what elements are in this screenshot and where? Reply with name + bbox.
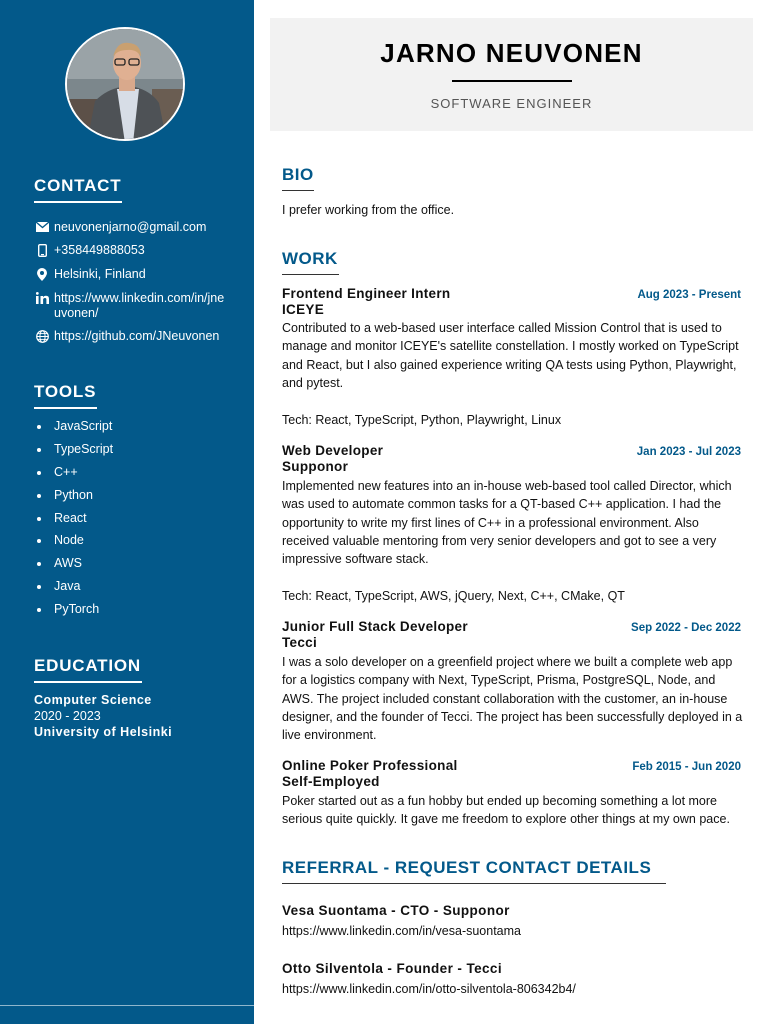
contact-location-text: Helsinki, Finland bbox=[54, 267, 146, 281]
sidebar bbox=[0, 0, 254, 1024]
job-title: Frontend Engineer Intern bbox=[282, 286, 451, 301]
referral-link[interactable]: https://www.linkedin.com/in/otto-silventola-806342b4/ bbox=[282, 982, 576, 996]
tools-title: TOOLS bbox=[34, 382, 97, 401]
list-item: Java bbox=[34, 579, 113, 602]
education-degree: Computer Science bbox=[34, 693, 152, 707]
list-item: PyTorch bbox=[34, 602, 113, 625]
header-divider bbox=[452, 80, 572, 82]
referral-link[interactable]: https://www.linkedin.com/in/vesa-suontama bbox=[282, 924, 521, 938]
job-tech: Tech: React, TypeScript, AWS, jQuery, Next, C++, CMake, QT bbox=[282, 589, 625, 603]
page-title: JARNO NEUVONEN bbox=[380, 38, 643, 68]
contact-title-rule bbox=[34, 201, 122, 203]
tools-list bbox=[34, 419, 113, 625]
referral-name: Vesa Suontama - CTO - Supponor bbox=[282, 903, 510, 918]
work-title-rule bbox=[282, 274, 339, 275]
job-tech: Tech: React, TypeScript, Python, Playwright, Linux bbox=[282, 413, 562, 427]
list-item: Python bbox=[34, 488, 113, 511]
list-item: C++ bbox=[34, 465, 113, 488]
tools-title-rule bbox=[34, 407, 97, 409]
profile-photo bbox=[67, 29, 185, 141]
education-years: 2020 - 2023 bbox=[34, 709, 101, 723]
bio-text: I prefer working from the office. bbox=[282, 203, 455, 217]
email-icon bbox=[34, 220, 50, 234]
phone-icon bbox=[34, 243, 50, 257]
job-description: I was a solo developer on a greenfield project where we built a complete web app for a logistics company with Next, TypeScript, Prisma, PostgreSQL, Node, and AWS. The project included constant collaboration with the customer, an in-house designer, and the founder of Tecci. The project has been successfully deployed in a live environment. bbox=[282, 655, 743, 743]
job-date: Aug 2023 - Present bbox=[637, 289, 741, 301]
contact-title: CONTACT bbox=[34, 176, 122, 195]
bio-title: BIO bbox=[282, 165, 314, 184]
contact-linkedin[interactable] bbox=[34, 291, 234, 321]
job-description: Poker started out as a fun hobby but ended up becoming something a lot more serious quite quickly. It gave me freedom to explore other things at my own pace. bbox=[282, 794, 730, 827]
contact-location bbox=[34, 267, 234, 282]
linkedin-icon bbox=[34, 291, 50, 305]
contact-email-text: neuvonenjarno@gmail.com bbox=[54, 220, 207, 234]
referral-name: Otto Silventola - Founder - Tecci bbox=[282, 961, 502, 976]
job-date: Jan 2023 - Jul 2023 bbox=[636, 446, 741, 458]
job-company: Self-Employed bbox=[282, 774, 380, 789]
contact-github[interactable] bbox=[34, 329, 234, 344]
job-date: Sep 2022 - Dec 2022 bbox=[631, 622, 741, 634]
header bbox=[270, 18, 753, 131]
avatar bbox=[65, 27, 185, 141]
bio-title-rule bbox=[282, 190, 314, 191]
contact-linkedin-text: https://www.linkedin.com/in/jneuvonen/ bbox=[54, 291, 225, 320]
list-item: AWS bbox=[34, 556, 113, 579]
referral-title: REFERRAL - REQUEST CONTACT DETAILS bbox=[282, 858, 652, 877]
education-entry bbox=[34, 692, 172, 740]
job-title: Web Developer bbox=[282, 443, 384, 458]
job-company: Supponor bbox=[282, 459, 349, 474]
list-item: JavaScript bbox=[34, 419, 113, 442]
referral-title-rule bbox=[282, 883, 666, 884]
job-date: Feb 2015 - Jun 2020 bbox=[632, 761, 741, 773]
education-title: EDUCATION bbox=[34, 656, 141, 675]
list-item: React bbox=[34, 511, 113, 534]
location-icon bbox=[34, 267, 50, 281]
job-company: ICEYE bbox=[282, 302, 325, 317]
job-title: Online Poker Professional bbox=[282, 758, 458, 773]
sidebar-bottom-divider bbox=[0, 1005, 254, 1006]
contact-phone-text: +358449888053 bbox=[54, 243, 145, 257]
job-company: Tecci bbox=[282, 635, 318, 650]
work-title: WORK bbox=[282, 249, 338, 268]
job-title: Junior Full Stack Developer bbox=[282, 619, 468, 634]
list-item: TypeScript bbox=[34, 442, 113, 465]
contact-github-text: https://github.com/JNeuvonen bbox=[54, 329, 220, 343]
job-description: Contributed to a web-based user interface called Mission Control that is used to manage and monitor ICEYE's satellite constellation. I mostly worked on TypeScript and React, but I also gained experience writing QA tests using Python, Playwright, and pytest. bbox=[282, 321, 739, 390]
globe-icon bbox=[34, 329, 50, 343]
job-role: SOFTWARE ENGINEER bbox=[430, 96, 593, 111]
contact-email[interactable] bbox=[34, 220, 234, 235]
education-title-rule bbox=[34, 681, 142, 683]
education-school: University of Helsinki bbox=[34, 725, 173, 739]
job-description: Implemented new features into an in-house web-based tool called Director, which was used to automate common tasks for a QT-based C++ application. I had the opportunity to write my first lines of C++ in a professional environment. Also received valuable mentoring from very senior developers and got to see a very impressive software stack. bbox=[282, 479, 732, 567]
list-item: Node bbox=[34, 533, 113, 556]
contact-phone[interactable] bbox=[34, 243, 234, 258]
